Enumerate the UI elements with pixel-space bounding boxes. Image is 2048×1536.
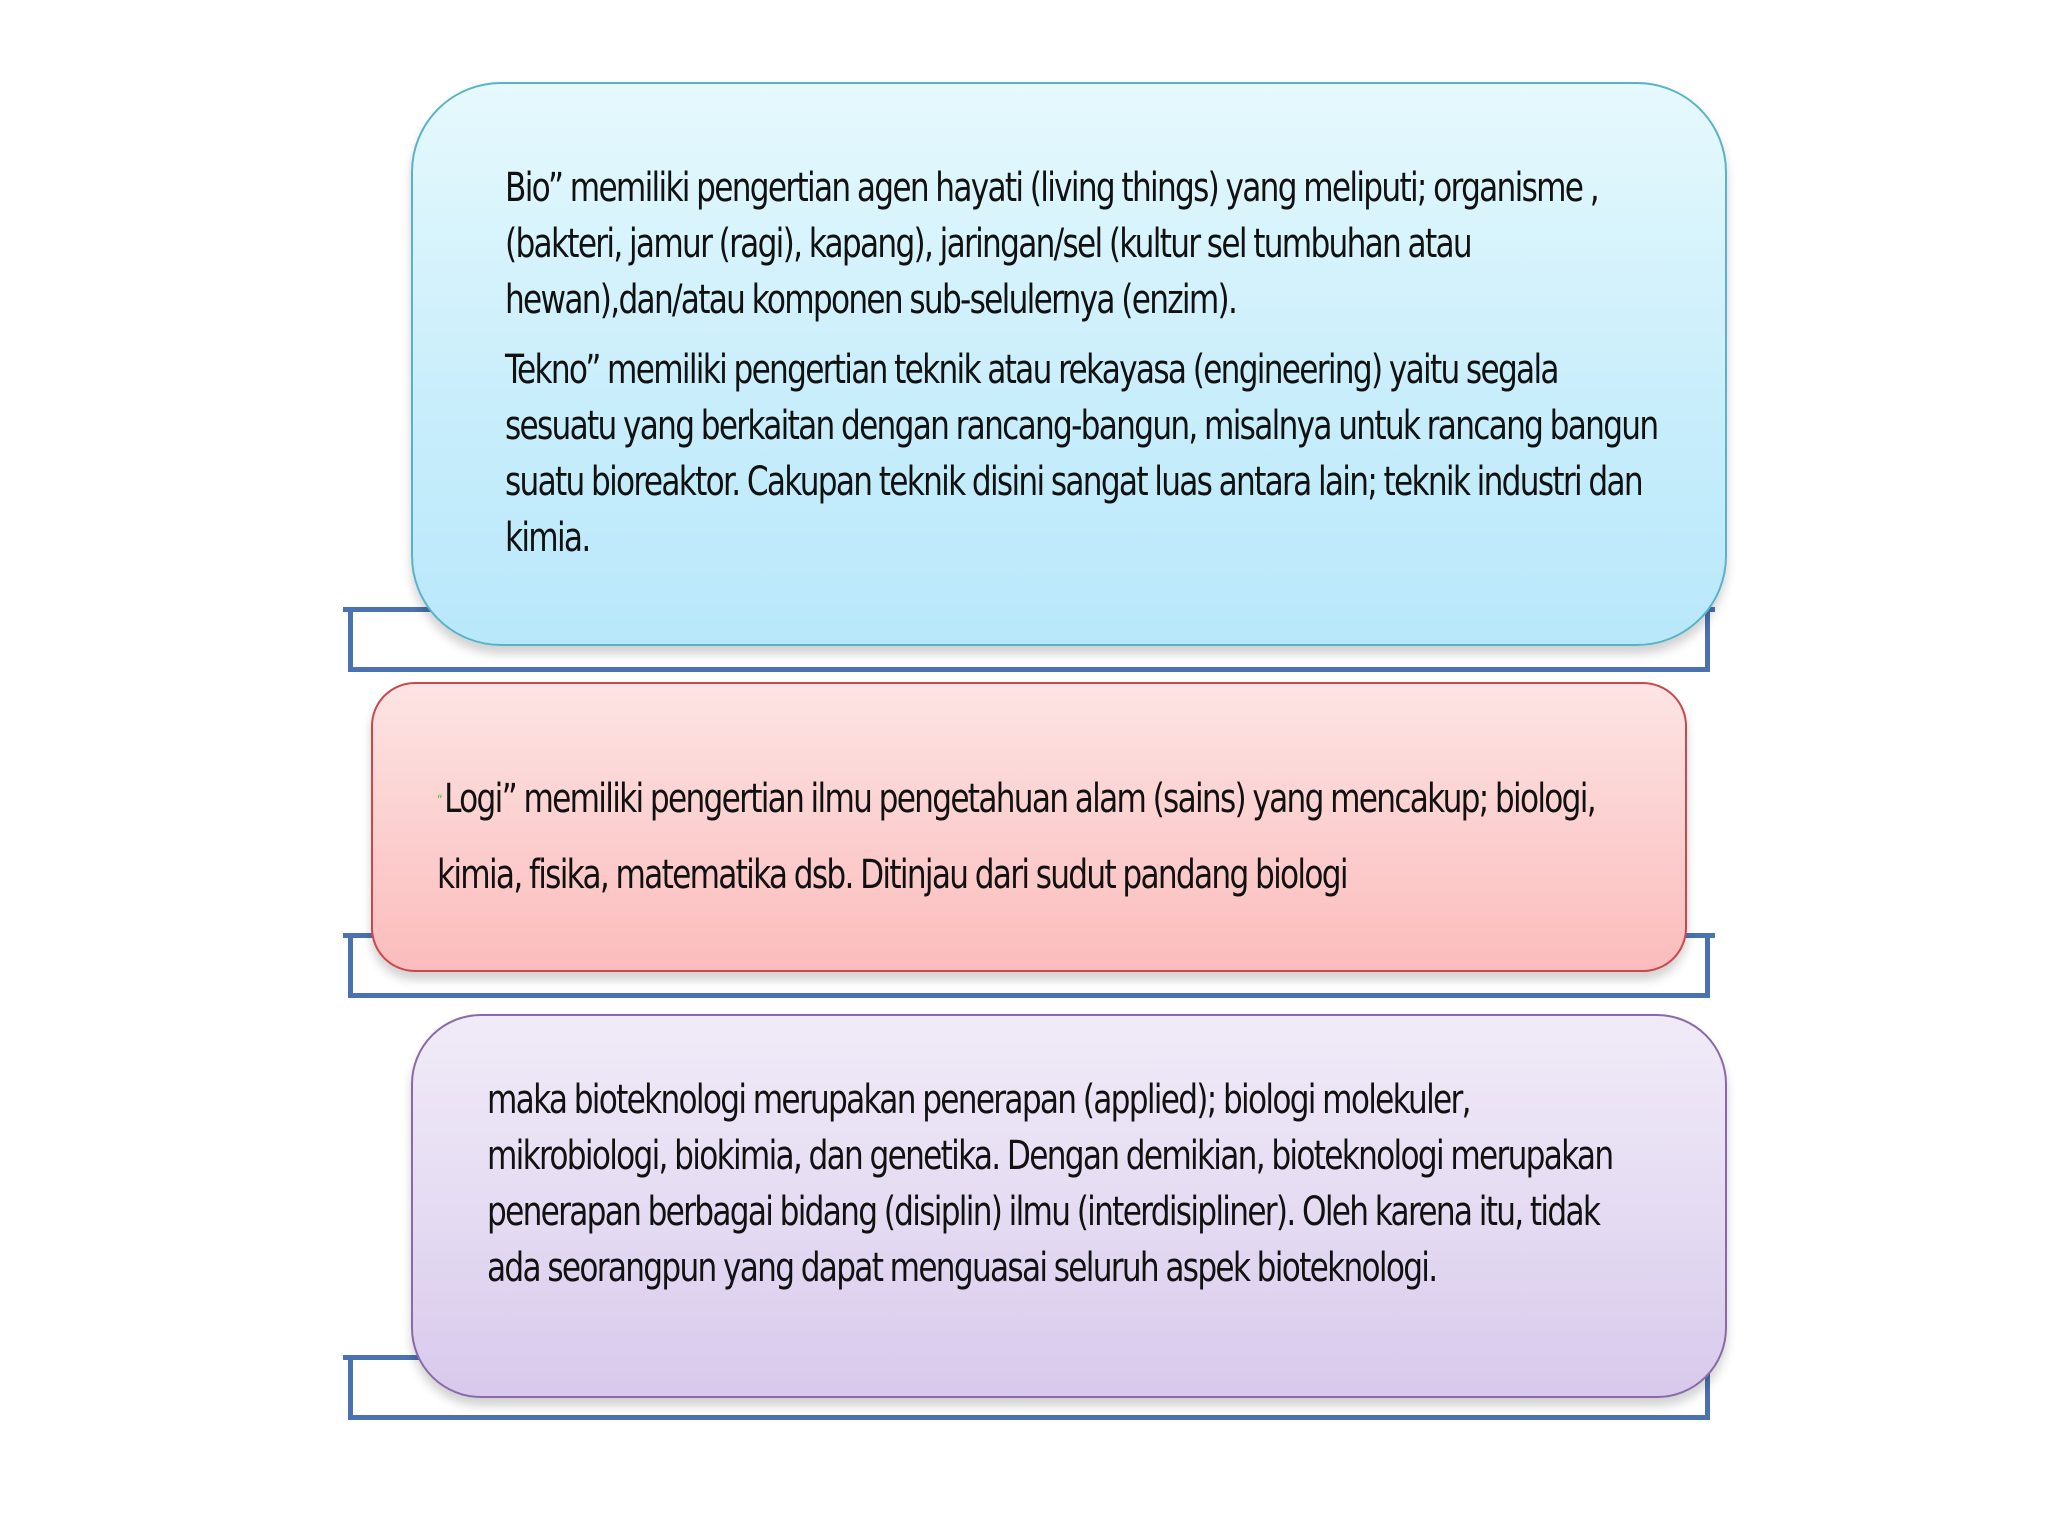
logi-text: Logi” memiliki pengertian ilmu pengetahuan alam (sains) yang mencakup; biologi, kimia, fisika, matematika dsb. Ditinjau dari sudut pandang biologi [437, 776, 1595, 898]
bio-tekno-box [411, 82, 1727, 646]
logi-definition [437, 762, 1638, 912]
logi-box [371, 682, 1687, 972]
bullet-mark: “ [437, 793, 441, 809]
tekno-definition: Tekno” memiliki pengertian teknik atau rekayasa (engineering) yaitu segala sesuatu yang berkaitan dengan rancang-bangun, misalnya untuk rancang bangun suatu bioreaktor. Cakupan teknik disini sangat luas antara lain; teknik industri dan kimia. [505, 347, 1658, 561]
conclusion-box [411, 1014, 1727, 1398]
bio-definition: Bio” memiliki pengertian agen hayati (living things) yang meliputi; organisme ,(bakteri, jamur (ragi), kapang), jaringan/sel (kultur sel tumbuhan atau hewan),dan/atau komponen sub-selulernya (enzim). [505, 165, 1598, 323]
conclusion-text: maka bioteknologi merupakan penerapan (applied); biologi molekuler, mikrobiologi, biokimia, dan genetika. Dengan demikian, bioteknologi merupakan penerapan berbagai bidang (disiplin) ilmu (interdisipliner). Oleh karena itu, tidak ada seorangpun yang dapat menguasai seluruh aspek bioteknologi. [487, 1077, 1613, 1291]
